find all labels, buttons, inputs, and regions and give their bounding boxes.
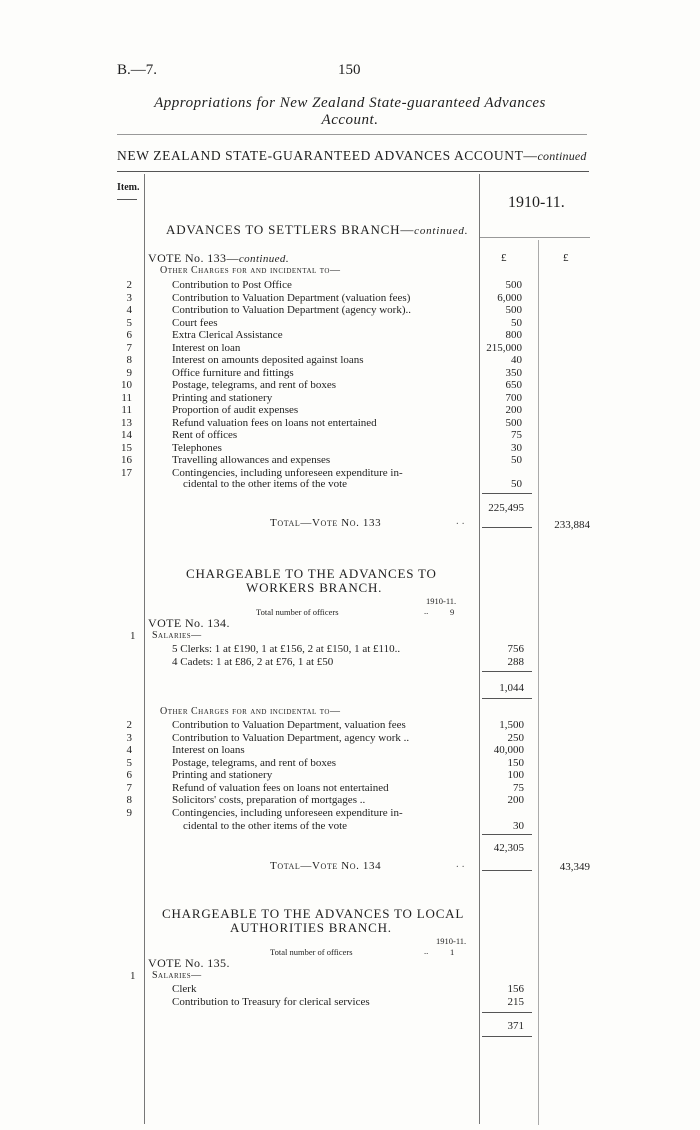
document-code: B.—7. (117, 62, 158, 78)
workers-contingencies-amount: 30 (513, 820, 524, 832)
workers-salaries-title: Salaries— (152, 630, 202, 641)
workers-subtotal-rule (482, 834, 532, 835)
row-amount: 500 (505, 304, 522, 316)
row-description: Printing and stationery (172, 769, 273, 781)
row-description: Contribution to Valuation Department (agency work).. (172, 304, 411, 316)
row-amount: 6,000 (497, 291, 522, 304)
local-salaries-title: Salaries— (152, 970, 202, 981)
row-description: Rent of offices (172, 429, 238, 441)
row-description: Contingencies, including unforeseen expenditure in- (172, 806, 403, 819)
row-item-number: 14 (121, 429, 132, 441)
vote-135-heading: VOTE No. 135. (148, 956, 230, 970)
vote-134-total-leader: .. (456, 858, 468, 870)
row-description: Clerk (172, 983, 197, 995)
row-description: Postage, telegrams, and rent of boxes (172, 379, 337, 391)
row-description: Interest on loan (172, 341, 241, 354)
workers-officers-leader: .. (424, 606, 429, 616)
row-description: Postage, telegrams, and rent of boxes (172, 756, 337, 769)
item-column-divider (144, 174, 145, 1124)
row-item-number: 11 (121, 391, 132, 404)
row-item-number: 16 (121, 454, 132, 466)
pound-sign-totals: £ (563, 252, 569, 264)
row-amount: 215 (507, 996, 524, 1008)
row-description: Contingencies, including unforeseen expenditure in- (172, 466, 403, 479)
local-subtotal-bottom-rule (482, 1036, 532, 1037)
row-item-number: 3 (126, 731, 132, 744)
pound-sign-amounts: £ (501, 252, 507, 264)
row-item-number: 8 (126, 354, 132, 366)
vote-133-total-leader: .. (456, 515, 468, 527)
vote-134-total: 43,349 (559, 861, 590, 873)
row-amount: 40 (511, 354, 522, 366)
workers-salaries-item: 1 (130, 630, 136, 642)
row-item-number: 4 (126, 304, 132, 316)
workers-salaries-rule (482, 671, 532, 672)
local-subtotal-rule (482, 1012, 532, 1013)
row-amount: 350 (505, 366, 522, 379)
workers-branch-heading-line2: WORKERS BRANCH. (246, 580, 383, 595)
row-amount: 1,500 (499, 719, 524, 731)
row-description: Interest on loans (172, 744, 245, 756)
row-item-number: 6 (126, 329, 132, 341)
row-amount: 75 (513, 781, 524, 794)
row-amount: 756 (507, 643, 524, 655)
row-item-number: 15 (121, 441, 132, 454)
local-salaries-item: 1 (130, 970, 136, 982)
page-title-line2: Account. (321, 112, 379, 128)
row-amount: 150 (507, 756, 524, 769)
row-description: Printing and stationery (172, 391, 273, 404)
title-rule (117, 134, 587, 135)
item-header-rule (117, 199, 137, 200)
row-amount: 40,000 (493, 744, 524, 756)
row-amount: 500 (505, 416, 522, 429)
workers-other-charges-title: Other Charges for and incidental to— (160, 706, 341, 717)
row-description: Solicitors' costs, preparation of mortgages .. (172, 794, 366, 806)
local-officers-label: Total number of officers (270, 947, 353, 957)
row-amount: 250 (507, 731, 524, 744)
row-item-number: 2 (126, 719, 132, 731)
settlers-subtotal: 225,495 (488, 502, 524, 514)
row-amount: 75 (511, 429, 522, 441)
workers-officers-year: 1910-11. (426, 596, 457, 606)
total-column-divider (538, 240, 539, 1125)
row-amount: 100 (507, 769, 524, 781)
row-amount: 700 (505, 391, 522, 404)
settlers-contingencies-amount: 50 (511, 478, 522, 490)
year-column-header: 1910-11. (508, 194, 565, 211)
row-description: Interest on amounts deposited against loans (172, 354, 364, 366)
workers-salaries-total-rule (482, 698, 532, 699)
row-description: Contribution to Treasury for clerical services (172, 996, 370, 1008)
settlers-contingencies-continuation: cidental to the other items of the vote (183, 478, 348, 490)
item-column-header: Item. (117, 182, 140, 193)
row-item-number: 17 (121, 466, 132, 479)
vote-133-total: 233,884 (554, 519, 590, 531)
local-officers-year: 1910-11. (436, 936, 467, 946)
row-amount: 800 (505, 329, 522, 341)
row-amount: 30 (511, 441, 522, 454)
local-subtotal: 371 (507, 1020, 524, 1032)
vote-133-total-label: Total—Vote No. 133 (270, 517, 382, 529)
row-amount: 200 (507, 794, 524, 806)
row-description: Travelling allowances and expenses (172, 454, 331, 466)
row-item-number: 13 (121, 416, 132, 429)
row-description: Refund valuation fees on loans not entertained (172, 416, 377, 429)
row-amount: 215,000 (486, 341, 522, 354)
workers-subtotal: 42,305 (493, 842, 524, 854)
row-item-number: 2 (126, 279, 132, 291)
vote-134-heading: VOTE No. 134. (148, 616, 230, 630)
row-description: Contribution to Valuation Department (valuation fees) (172, 291, 411, 304)
row-amount: 50 (511, 316, 522, 329)
account-heading: NEW ZEALAND STATE-GUARANTEED ADVANCES ACCOUNT—continued (117, 148, 587, 163)
settlers-subtotal-rule (482, 493, 532, 494)
workers-officers-label: Total number of officers (256, 607, 339, 617)
workers-officers-count: 9 (450, 607, 455, 617)
row-description: Proportion of audit expenses (172, 404, 299, 416)
row-item-number: 3 (126, 291, 132, 304)
row-item-number: 9 (126, 366, 132, 379)
row-item-number: 8 (126, 794, 132, 806)
row-item-number: 9 (126, 806, 132, 819)
row-description: Contribution to Valuation Department, valuation fees (172, 719, 406, 731)
row-item-number: 5 (126, 316, 132, 329)
row-amount: 200 (505, 404, 522, 416)
row-description: Contribution to Valuation Department, agency work .. (172, 731, 410, 744)
year-header-rule (480, 237, 590, 238)
row-description: Telephones (172, 441, 222, 454)
settlers-other-charges-title: Other Charges for and incidental to— (160, 265, 341, 276)
row-amount: 500 (505, 279, 522, 291)
row-description: Office furniture and fittings (172, 366, 294, 379)
row-item-number: 5 (126, 756, 132, 769)
table-top-rule (117, 171, 589, 172)
row-description: Contribution to Post Office (172, 279, 292, 291)
local-branch-heading-line1: CHARGEABLE TO THE ADVANCES TO LOCAL (162, 906, 465, 921)
row-description: Refund of valuation fees on loans not entertained (172, 781, 389, 794)
settlers-total-rule (482, 527, 532, 528)
row-amount: 156 (507, 983, 524, 995)
row-description: Extra Clerical Assistance (172, 329, 283, 341)
workers-salaries-total: 1,044 (499, 682, 524, 694)
vote-134-total-label: Total—Vote No. 134 (270, 860, 382, 872)
local-officers-count: 1 (450, 947, 455, 957)
local-branch-heading-line2: AUTHORITIES BRANCH. (230, 920, 392, 935)
row-item-number: 11 (121, 404, 132, 416)
vote-133-heading: VOTE No. 133—continued. (148, 251, 289, 265)
row-item-number: 7 (126, 341, 132, 354)
row-description: 5 Clerks: 1 at £190, 1 at £156, 2 at £150, 1 at £110.. (172, 643, 401, 655)
page-title-line1: Appropriations for New Zealand State-guaranteed Advances (154, 95, 546, 111)
page-number: 150 (338, 62, 361, 78)
settlers-branch-heading: ADVANCES TO SETTLERS BRANCH—continued. (166, 222, 469, 237)
row-amount: 288 (507, 656, 524, 668)
workers-total-rule (482, 870, 532, 871)
workers-branch-heading-line1: CHARGEABLE TO THE ADVANCES TO (186, 566, 437, 581)
row-amount: 650 (505, 379, 522, 391)
workers-contingencies-continuation: cidental to the other items of the vote (183, 820, 348, 832)
row-item-number: 7 (126, 781, 132, 794)
row-amount: 50 (511, 454, 522, 466)
row-item-number: 4 (126, 744, 132, 756)
row-item-number: 6 (126, 769, 132, 781)
local-officers-leader: .. (424, 946, 429, 956)
row-description: Court fees (172, 316, 218, 329)
row-item-number: 10 (121, 379, 132, 391)
row-description: 4 Cadets: 1 at £86, 2 at £76, 1 at £50 (172, 656, 334, 668)
